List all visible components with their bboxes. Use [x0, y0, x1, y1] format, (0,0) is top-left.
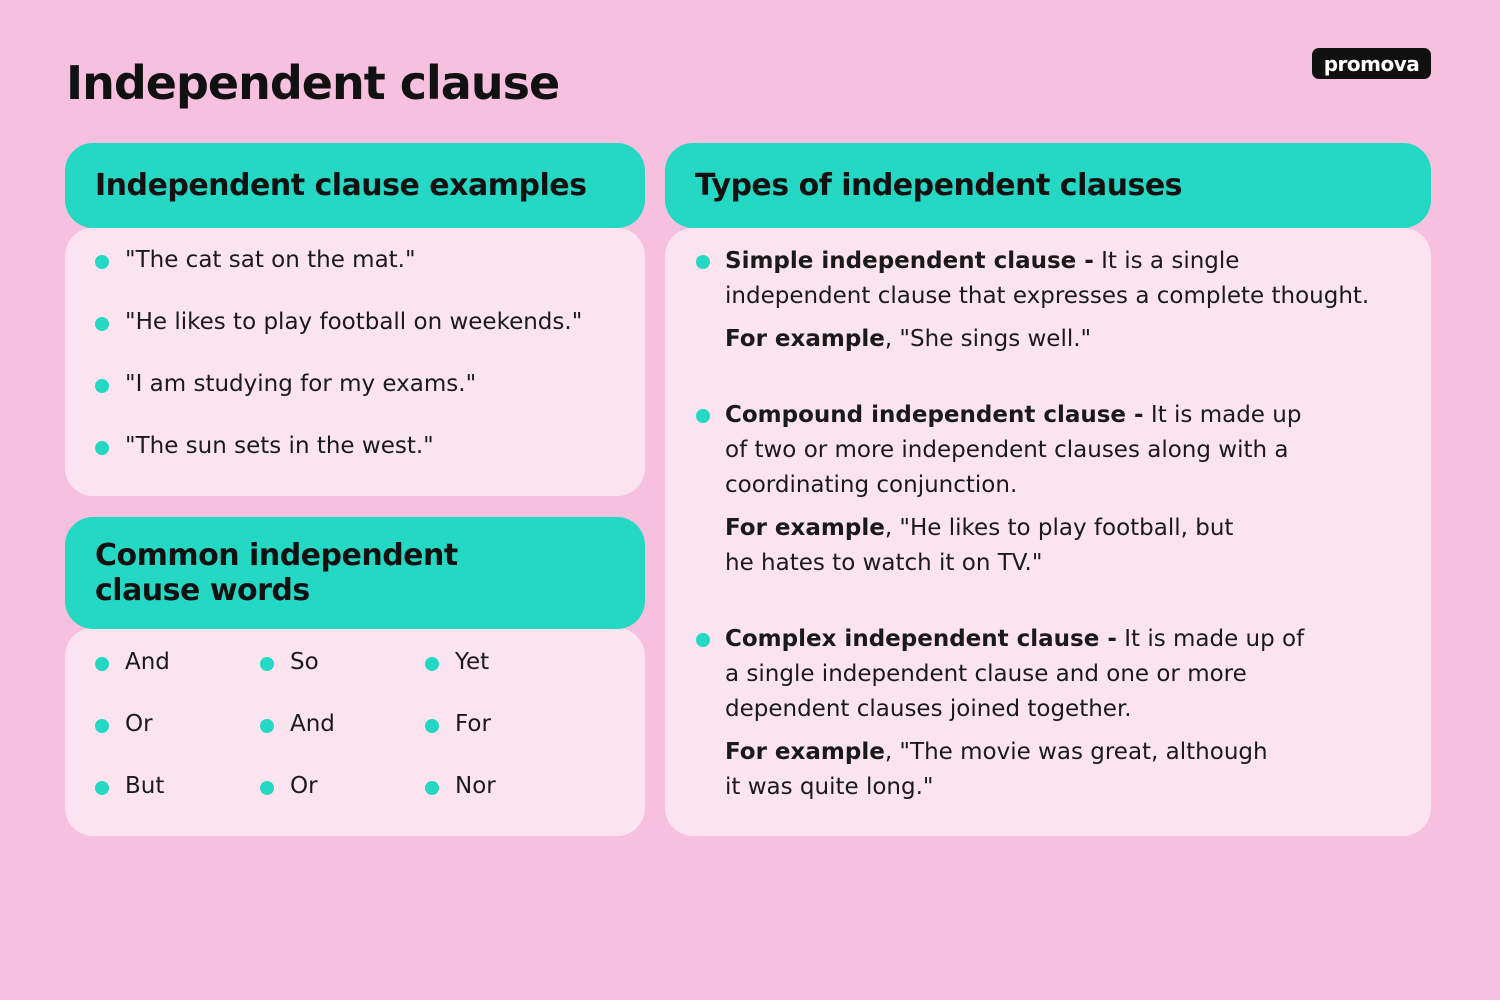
bullet-icon [425, 781, 439, 795]
bullet-icon [95, 719, 109, 733]
type-name: Simple independent clause - [725, 248, 1094, 274]
type-compound [725, 398, 1325, 581]
type-name: Complex independent clause - [725, 626, 1117, 652]
bullet-icon [95, 441, 109, 455]
clause-word: Nor [455, 773, 496, 799]
example-text: , "He likes to play football, but he hates to watch it on TV." [725, 515, 1234, 576]
words-heading-line: Common independent [95, 538, 458, 573]
example-label: For example [725, 515, 885, 541]
type-example [725, 511, 1265, 581]
bullet-icon [425, 657, 439, 671]
bullet-icon [260, 719, 274, 733]
bullet-icon [260, 781, 274, 795]
type-name: Compound independent clause - [725, 402, 1144, 428]
type-definition [725, 622, 1325, 727]
bullet-icon [95, 657, 109, 671]
types-card-heading: Types of independent clauses [665, 143, 1431, 228]
clause-word: Yet [455, 649, 490, 675]
type-definition [725, 244, 1385, 314]
clause-word: But [125, 773, 165, 799]
bullet-icon [696, 409, 710, 423]
example-text: , "The movie was great, although it was quite long." [725, 739, 1268, 800]
example-item: "He likes to play football on weekends." [125, 309, 583, 335]
bullet-icon [95, 781, 109, 795]
bullet-icon [95, 255, 109, 269]
bullet-icon [696, 633, 710, 647]
example-item: "I am studying for my exams." [125, 371, 477, 397]
bullet-icon [260, 657, 274, 671]
type-complex [725, 622, 1325, 805]
bullet-icon [425, 719, 439, 733]
type-definition [725, 398, 1325, 503]
clause-word: And [125, 649, 170, 675]
clause-word: And [290, 711, 335, 737]
example-label: For example [725, 326, 885, 352]
type-description: It is a single independent clause that expresses a complete thought. [725, 248, 1370, 309]
type-example [725, 735, 1270, 805]
promova-logo: promova [1312, 48, 1431, 79]
example-text: , "She sings well." [884, 326, 1092, 352]
bullet-icon [696, 255, 710, 269]
bullet-icon [95, 317, 109, 331]
type-example [725, 322, 1385, 357]
bullet-icon [95, 379, 109, 393]
clause-word: So [290, 649, 319, 675]
clause-word: Or [290, 773, 318, 799]
words-card-heading [65, 517, 645, 629]
clause-word: For [455, 711, 491, 737]
example-item: "The cat sat on the mat." [125, 247, 416, 273]
examples-card-heading: Independent clause examples [65, 143, 645, 228]
page-title: Independent clause [66, 56, 560, 110]
clause-word: Or [125, 711, 153, 737]
type-simple [725, 244, 1385, 357]
words-heading-line: clause words [95, 573, 310, 608]
example-item: "The sun sets in the west." [125, 433, 434, 459]
type-description: It is made up of two or more independent clauses along with a coordinating conjunction. [725, 402, 1302, 498]
type-description: It is made up of a single independent clause and one or more dependent clauses joined together. [725, 626, 1305, 722]
example-label: For example [725, 739, 885, 765]
